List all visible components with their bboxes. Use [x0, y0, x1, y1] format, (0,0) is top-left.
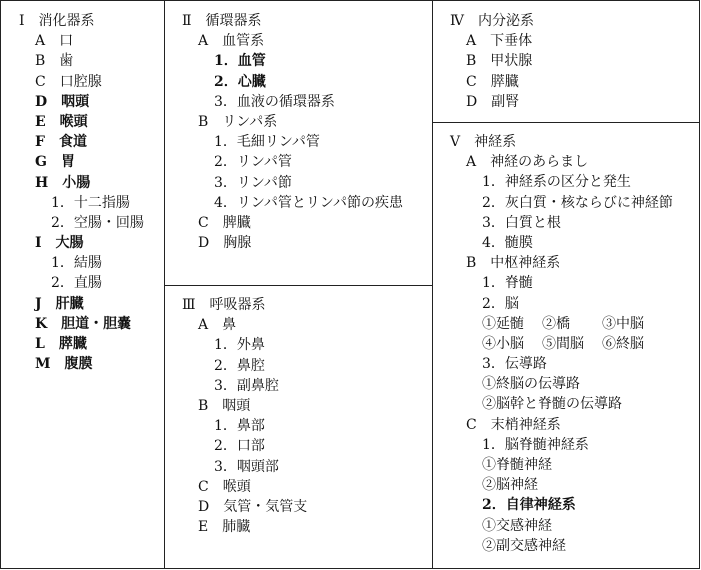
toc-item: 2．直腸: [51, 275, 102, 292]
toc-section: D 胸腺: [198, 235, 252, 252]
toc-item: 2．口部: [214, 438, 265, 455]
toc-section: J 肝臓: [35, 295, 84, 312]
toc-subitem: ③中脳: [602, 315, 644, 332]
section-endocrine: [450, 11, 534, 112]
toc-section: C 末梢神経系: [466, 416, 561, 433]
toc-item: 1．脊髄: [482, 275, 533, 292]
toc-chapter: Ⅴ 神経系: [450, 134, 517, 150]
toc-section: B 甲状腺: [466, 53, 533, 70]
toc-item: 3．リンパ節: [214, 174, 292, 191]
toc-section: K 胆道・胆嚢: [35, 315, 132, 332]
toc-section: B 中枢神経系: [466, 255, 561, 272]
toc-subitem-group: [450, 314, 673, 334]
toc-item: 1．外鼻: [214, 337, 265, 354]
toc-subitem: ⑤間脳: [542, 335, 584, 352]
section-circulatory: [182, 11, 403, 253]
toc-item: 2．鼻腔: [214, 357, 265, 374]
toc-item: ①交感神経: [482, 517, 552, 534]
toc-item: 3．白質と根: [482, 214, 561, 231]
toc-item: 3．咽頭部: [214, 458, 279, 475]
toc-item: 2．自律神経系: [482, 497, 576, 514]
toc-item: 4．髄膜: [482, 234, 533, 251]
toc-item: ①終脳の伝導路: [482, 376, 580, 393]
toc-item: 1．結腸: [51, 255, 102, 272]
toc-item: 1．血管: [214, 53, 266, 70]
toc-item: 1．脳脊髄神経系: [482, 436, 589, 453]
toc-section: E 喉頭: [35, 113, 88, 130]
toc-section: A 口: [35, 33, 74, 50]
toc-subitem: ②橋: [542, 315, 570, 332]
toc-section: C 脾臓: [198, 214, 251, 231]
toc-subitem-group: [450, 334, 673, 354]
toc-item: 3．血液の循環器系: [214, 93, 335, 110]
toc-section: B 咽頭: [198, 397, 251, 414]
toc-section: M 腹膜: [35, 356, 93, 373]
section-digestive: [19, 11, 144, 374]
toc-item: 1．毛細リンパ管: [214, 134, 320, 151]
toc-section: C 喉頭: [198, 478, 251, 495]
toc-subitem: ⑥終脳: [602, 335, 644, 352]
toc-section: I 大腸: [35, 235, 84, 252]
toc-section: G 胃: [35, 154, 75, 171]
toc-item: 3．副鼻腔: [214, 377, 279, 394]
toc-section: D 気管・気管支: [198, 498, 308, 515]
toc-item: 2．心臓: [214, 73, 266, 90]
section-divider: [165, 285, 432, 286]
toc-item: 1．十二指腸: [51, 194, 130, 211]
toc-section: D 副腎: [466, 93, 520, 110]
section-divider: [433, 122, 700, 123]
toc-section: H 小腸: [35, 174, 91, 191]
toc-item: 4．リンパ管とリンパ節の疾患: [214, 194, 403, 211]
toc-chapter: Ⅱ 循環器系: [182, 13, 262, 29]
toc-item: ①脊髄神経: [482, 457, 552, 473]
toc-item: 2．空腸・回腸: [51, 214, 144, 231]
toc-section: B リンパ系: [198, 113, 278, 130]
toc-subitem: ①延髄: [482, 315, 524, 332]
toc-section: A 神経のあらまし: [466, 154, 589, 171]
toc-item: 1．神経系の区分と発生: [482, 174, 631, 191]
toc-item: 1．鼻部: [214, 418, 265, 435]
column-divider: [432, 1, 433, 568]
toc-item: ②副交感神経: [482, 537, 566, 554]
toc-chapter: Ⅰ 消化器系: [19, 13, 95, 29]
toc-item: 3．伝導路: [482, 356, 547, 373]
toc-section: D 咽頭: [35, 93, 90, 110]
toc-section: A 鼻: [198, 317, 237, 334]
toc-section: A 血管系: [198, 33, 265, 50]
section-nervous: [450, 132, 673, 556]
toc-section: F 食道: [35, 134, 87, 151]
toc-item: ②脳幹と脊髄の伝導路: [482, 396, 622, 413]
toc-item: ②脳神経: [482, 477, 538, 494]
toc-section: E 肺臓: [198, 519, 251, 536]
toc-item: 2．リンパ管: [214, 154, 292, 171]
section-respiratory: [182, 295, 307, 537]
toc-chapter: Ⅲ 呼吸器系: [182, 297, 266, 313]
toc-section: L 膵臓: [35, 336, 87, 352]
toc-section: C 口腔腺: [35, 73, 102, 90]
toc-section: C 膵臓: [466, 73, 519, 90]
toc-section: B 歯: [35, 53, 74, 70]
toc-section: A 下垂体: [466, 33, 533, 50]
toc-subitem: ④小脳: [482, 335, 524, 352]
toc-item: 2．脳: [482, 295, 519, 312]
toc-chapter: Ⅳ 内分泌系: [450, 13, 534, 29]
toc-item: 2．灰白質・核ならびに神経節: [482, 194, 673, 211]
